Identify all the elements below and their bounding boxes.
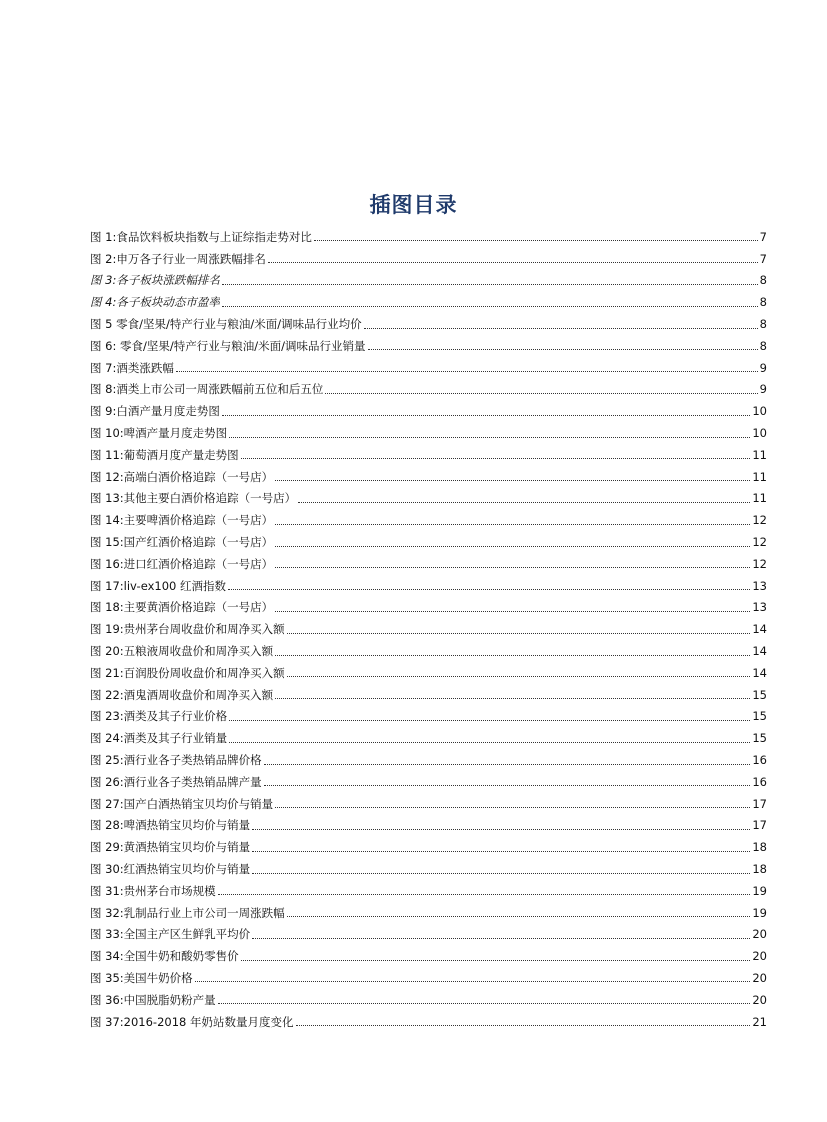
toc-entry-14[interactable] [90,509,767,531]
toc-entry-15[interactable] [90,531,767,553]
toc-page-number: 18 [752,862,767,876]
toc-page-number: 14 [752,665,767,680]
toc-label: 图 28:啤酒热销宝贝均价与销量 [90,818,251,833]
toc-label: 图 36:中国脱脂奶粉产量 [90,992,216,1007]
toc-leader [264,785,751,786]
toc-entry-27[interactable] [90,793,767,815]
toc-label: 图 4:各子板块动态市盈率 [90,295,220,310]
toc-page-number: 8 [759,338,767,353]
toc-leader [241,960,751,961]
toc-leader [176,371,758,372]
toc-leader [222,415,751,416]
toc-entry-31[interactable] [90,880,767,902]
toc-leader [325,393,757,394]
toc-leader [287,676,751,677]
toc-page-number: 10 [752,426,767,441]
toc-page-number: 11 [752,447,767,462]
toc-label: 图 34:全国牛奶和酸奶零售价 [90,949,239,964]
toc-leader [222,284,758,285]
toc-leader [275,524,750,525]
toc-leader [229,437,750,438]
toc-entry-23[interactable] [90,706,767,728]
toc-entry-18[interactable] [90,597,767,619]
toc-entry-6[interactable] [90,335,767,357]
toc-page-number: 13 [752,578,767,593]
toc-leader [195,981,751,982]
toc-entry-20[interactable] [90,640,767,662]
toc-page-number: 20 [752,949,767,964]
toc-label: 图 18:主要黄酒价格追踪（一号店） [90,600,274,615]
toc-leader [268,262,758,263]
toc-leader [275,698,750,699]
toc-entry-9[interactable] [90,400,767,422]
toc-label: 图 29:黄酒热销宝贝均价与销量 [90,840,251,855]
toc-label: 图 11:葡萄酒月度产量走势图 [90,447,239,462]
toc-label: 图 14:主要啤酒价格追踪（一号店） [90,513,274,528]
toc-leader [275,546,750,547]
toc-entry-1[interactable] [90,226,767,248]
toc-page-number: 21 [752,1014,767,1029]
toc-leader [228,589,750,590]
toc-leader [222,306,758,307]
toc-label: 图 27:国产白酒热销宝贝均价与销量 [90,796,274,811]
toc-entry-37[interactable] [90,1011,767,1033]
page-title: 插图目录 [369,193,458,217]
toc-page-number: 15 [752,731,767,746]
toc-leader [252,851,750,852]
toc-entry-2[interactable] [90,248,767,270]
toc-leader [252,829,750,830]
toc-label: 图 22:酒鬼酒周收盘价和周净买入额 [90,687,274,702]
toc-leader [314,240,758,241]
toc-leader [229,720,750,721]
toc-label: 图 16:进口红酒价格追踪（一号店） [90,556,274,571]
toc-label: 图 19:贵州茅台周收盘价和周净买入额 [90,622,285,637]
toc-page-number: 16 [752,774,767,789]
toc-label: 图 25:酒行业各子类热销品牌价格 [90,753,262,768]
toc-label: 图 21:百润股份周收盘价和周净买入额 [90,665,285,680]
toc-label: 图 32:乳制品行业上市公司一周涨跌幅 [90,905,285,920]
toc-label: 图 37:2016-2018 年奶站数量月度变化 [90,1014,294,1029]
toc-leader [229,742,750,743]
toc-entry-19[interactable] [90,618,767,640]
toc-leader [296,1025,751,1026]
toc-page-number: 12 [752,513,767,528]
toc-label: 图 2:申万各子行业一周涨跌幅排名 [90,251,266,266]
toc-page-number: 11 [752,491,767,506]
toc-entry-7[interactable] [90,357,767,379]
toc-label: 图 23:酒类及其子行业价格 [90,709,228,724]
toc-entry-29[interactable] [90,836,767,858]
toc-label: 图 7:酒类涨跌幅 [90,360,174,375]
toc-leader [241,458,751,459]
toc-leader [287,916,751,917]
toc-page-number: 13 [752,600,767,615]
toc-page-number: 7 [759,229,767,244]
toc-page-number: 17 [752,818,767,833]
toc-page-number: 8 [759,295,767,310]
toc-entry-5[interactable] [90,313,767,335]
toc-label: 图 5 零食/坚果/特产行业与粮油/米面/调味品行业均价 [90,317,362,332]
toc-page-number: 12 [752,556,767,571]
toc-entry-10[interactable] [90,422,767,444]
toc-page-number: 19 [752,883,767,898]
toc-leader [264,764,751,765]
toc-page-number: 12 [752,535,767,550]
toc-leader [218,1003,751,1004]
toc-page-number: 8 [759,317,767,332]
toc-leader [364,328,758,329]
toc-page-number: 9 [759,382,767,397]
toc-label: 图 13:其他主要白酒价格追踪（一号店） [90,491,297,506]
toc-leader [368,349,758,350]
toc-entry-35[interactable] [90,967,767,989]
toc-leader [252,873,750,874]
toc-entry-12[interactable] [90,466,767,488]
toc-page-number: 9 [759,360,767,375]
toc-entry-17[interactable] [90,575,767,597]
toc-label: 图 9:白酒产量月度走势图 [90,404,220,419]
toc-label: 图 31:贵州茅台市场规模 [90,883,216,898]
toc-label: 图 24:酒类及其子行业销量 [90,731,228,746]
toc-entry-34[interactable] [90,945,767,967]
toc-entry-33[interactable] [90,924,767,946]
toc-page-number: 7 [759,251,767,266]
toc-leader [287,633,751,634]
toc-page-number: 15 [752,687,767,702]
toc-entry-24[interactable] [90,727,767,749]
toc-entry-21[interactable] [90,662,767,684]
toc-label: 图 15:国产红酒价格追踪（一号店） [90,535,274,550]
toc-label: 图 10:啤酒产量月度走势图 [90,426,228,441]
toc-page-number: 14 [752,622,767,637]
toc-page-number: 8 [759,273,767,288]
toc-entry-36[interactable] [90,989,767,1011]
toc-entry-11[interactable] [90,444,767,466]
toc-leader [218,894,751,895]
toc-entry-26[interactable] [90,771,767,793]
toc-label: 图 35:美国牛奶价格 [90,970,193,985]
toc-label: 图 3:各子板块涨跌幅排名 [90,273,220,288]
toc-page-number: 20 [752,927,767,942]
toc-label: 图 26:酒行业各子类热销品牌产量 [90,774,262,789]
toc-entry-8[interactable] [90,379,767,401]
toc-leader [275,655,750,656]
toc-page-number: 10 [752,404,767,419]
toc-label: 图 30:红酒热销宝贝均价与销量 [90,862,251,876]
toc-leader [252,938,750,939]
toc-label: 图 17:liv-ex100 红酒指数 [90,578,226,593]
toc-page-number: 19 [752,905,767,920]
toc-entry-13[interactable] [90,488,767,510]
toc-page-number: 11 [752,469,767,484]
toc-page-number: 16 [752,753,767,768]
toc-entry-30[interactable] [90,858,767,880]
toc-entry-3[interactable] [90,270,767,292]
figure-toc [90,226,767,1032]
toc-entry-22[interactable] [90,684,767,706]
toc-label: 图 8:酒类上市公司一周涨跌幅前五位和后五位 [90,382,324,397]
toc-leader [275,480,750,481]
toc-entry-4[interactable] [90,291,767,313]
toc-page-number: 18 [752,840,767,855]
toc-entry-32[interactable] [90,902,767,924]
toc-page-number: 20 [752,970,767,985]
toc-leader [275,567,750,568]
toc-page-number: 17 [752,796,767,811]
toc-label: 图 1:食品饮料板块指数与上证综指走势对比 [90,229,312,244]
toc-leader [275,807,750,808]
toc-label: 图 33:全国主产区生鲜乳平均价 [90,927,251,942]
toc-page-number: 15 [752,709,767,724]
toc-entry-25[interactable] [90,749,767,771]
toc-page-number: 20 [752,992,767,1007]
toc-label: 图 6: 零食/坚果/特产行业与粮油/米面/调味品行业销量 [90,338,366,353]
toc-label: 图 20:五粮液周收盘价和周净买入额 [90,644,274,659]
toc-page-number: 14 [752,644,767,659]
toc-leader [275,611,750,612]
toc-leader [298,502,750,503]
toc-entry-28[interactable] [90,815,767,837]
toc-label: 图 12:高端白酒价格追踪（一号店） [90,469,274,484]
toc-entry-16[interactable] [90,553,767,575]
